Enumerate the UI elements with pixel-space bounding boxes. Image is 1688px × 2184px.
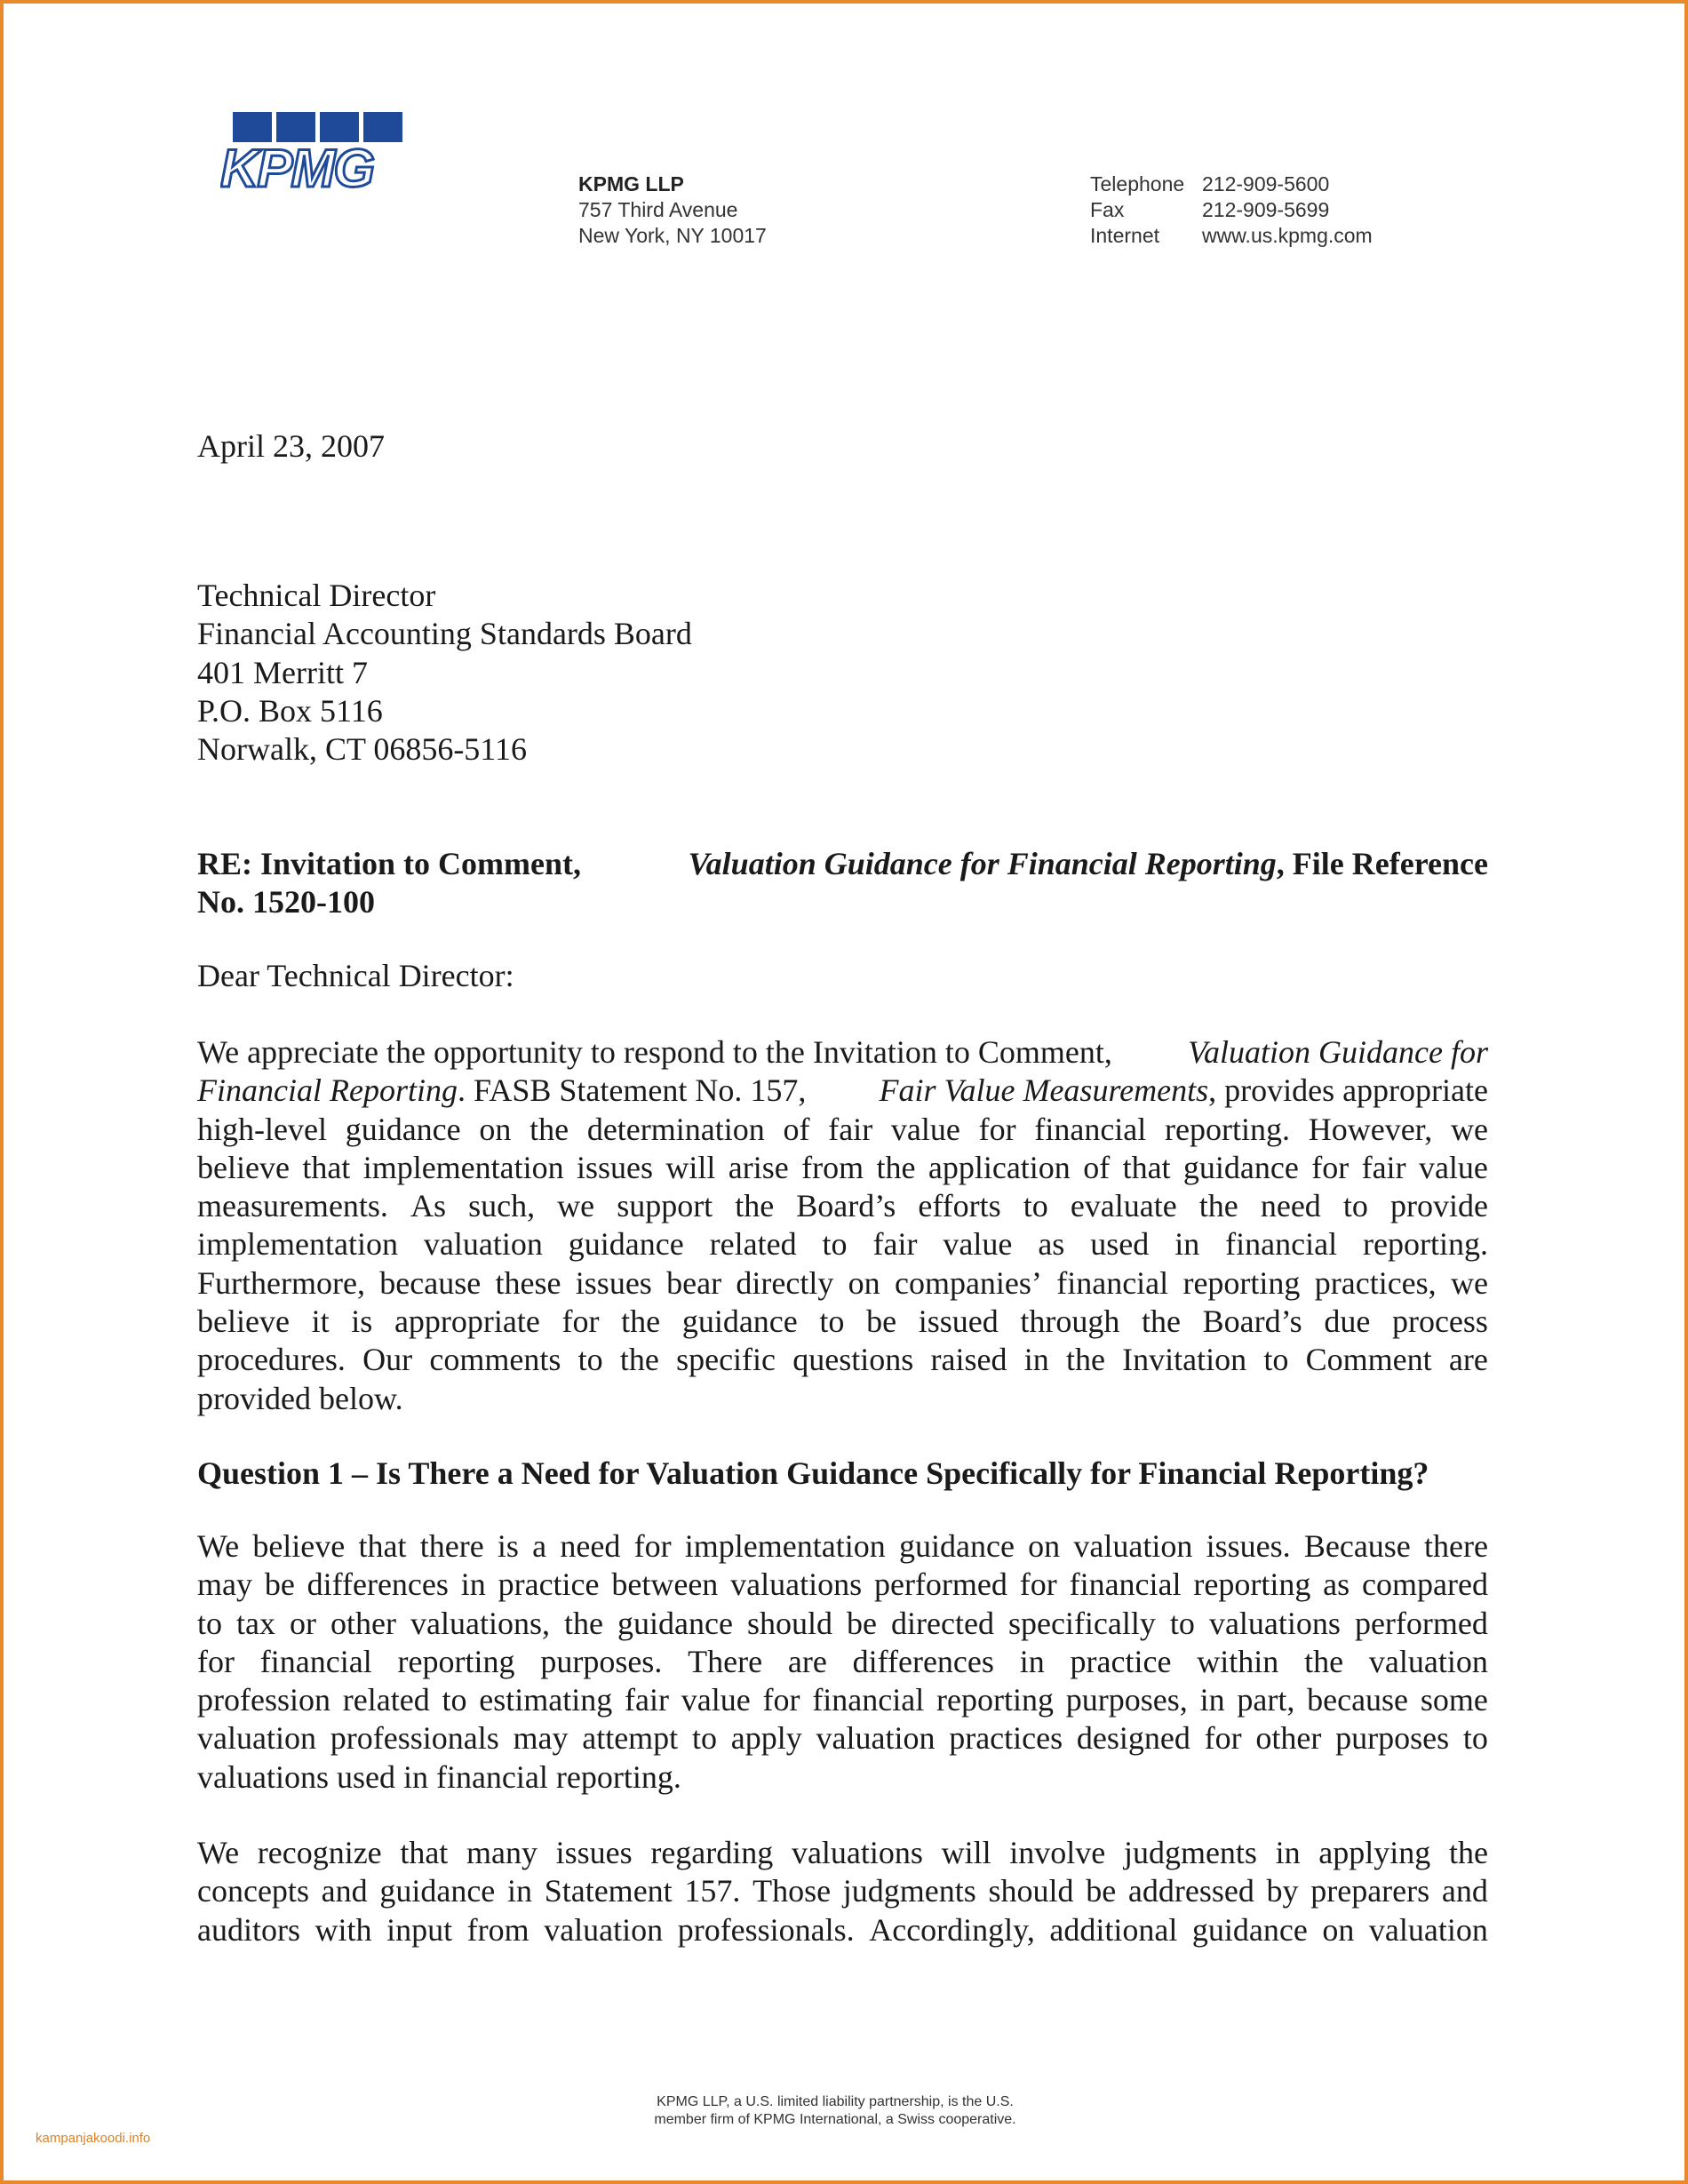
word: of	[783, 1111, 810, 1147]
word: valuations	[730, 1566, 863, 1603]
word: questions	[792, 1342, 914, 1378]
word: to	[819, 1303, 845, 1340]
question-1-heading: Question 1 – Is There a Need for Valuation Guidance Specifically for Financial Reporting?	[197, 1455, 1429, 1491]
word: appropriate	[394, 1303, 540, 1340]
subject-line	[197, 845, 1488, 922]
word: directly	[736, 1264, 834, 1301]
word: valuations,	[410, 1605, 551, 1641]
recipient-address	[197, 577, 692, 769]
word: valuation	[423, 1226, 543, 1263]
word: Accordingly,	[869, 1911, 1035, 1948]
word: high-level	[197, 1111, 327, 1147]
word: and	[1441, 1873, 1488, 1909]
word: financial	[1056, 1264, 1169, 1301]
word: we	[557, 1188, 595, 1224]
word: issues	[575, 1264, 652, 1301]
para3-line	[197, 1911, 1488, 1949]
word: We	[197, 1835, 240, 1870]
word: there	[419, 1528, 484, 1564]
word: professionals.	[677, 1911, 855, 1948]
para2-line: valuations used in financial reporting.	[197, 1758, 681, 1795]
recipient-line: Norwalk, CT 06856-5116	[197, 731, 527, 768]
word: to	[822, 1226, 848, 1263]
para1-italic: Fair Value Measurements	[879, 1072, 1209, 1109]
word: the	[1448, 1835, 1488, 1870]
watermark: kampanjakoodi.info	[36, 2131, 151, 2146]
word: because	[1307, 1682, 1409, 1718]
word: the	[876, 1149, 916, 1185]
word: on	[1322, 1911, 1355, 1948]
address-line-2: New York, NY 10017	[578, 224, 767, 247]
word: Because	[1303, 1528, 1411, 1564]
recipient-line: Financial Accounting Standards Board	[197, 616, 692, 652]
word: companies’	[894, 1264, 1042, 1301]
word: value	[890, 1111, 960, 1147]
para1-line	[197, 1341, 1488, 1379]
word: guidance	[345, 1111, 461, 1147]
word: financial	[812, 1682, 925, 1718]
word: apply	[730, 1720, 802, 1757]
word: we	[1450, 1264, 1488, 1301]
word: reporting	[397, 1643, 515, 1679]
svg-text:KPMG: KPMG	[220, 139, 373, 192]
subject-prefix: RE: Invitation to Comment,	[197, 846, 581, 881]
word: the	[1304, 1643, 1344, 1679]
word: reporting	[1193, 1566, 1311, 1603]
word: there	[1424, 1528, 1488, 1564]
word: should	[746, 1605, 832, 1641]
word: part,	[1237, 1682, 1295, 1718]
para1-italic: Valuation Guidance for	[1188, 1034, 1488, 1070]
para1-line	[197, 1149, 1488, 1187]
word: guidance	[898, 1528, 1015, 1564]
para1-italic: Financial Reporting	[197, 1072, 458, 1109]
address-line-1: 757 Third Avenue	[578, 198, 738, 221]
word: regarding	[650, 1835, 774, 1870]
word: implementation	[684, 1528, 886, 1564]
word: fair	[828, 1111, 873, 1147]
fax-value: 212-909-5699	[1202, 198, 1330, 221]
word: recognize	[257, 1835, 382, 1870]
word: As	[410, 1188, 447, 1224]
word: to	[1023, 1188, 1048, 1224]
word: related	[709, 1226, 797, 1263]
para1-line	[197, 1187, 1488, 1225]
word: practice	[1070, 1643, 1172, 1679]
word: bear	[666, 1264, 722, 1301]
word: fair	[872, 1226, 918, 1263]
word: valuations	[791, 1835, 923, 1870]
word: issues	[555, 1835, 633, 1870]
word: between	[611, 1566, 719, 1603]
word: used	[1090, 1226, 1150, 1263]
para1-line	[197, 1111, 1488, 1149]
word: need	[1260, 1188, 1321, 1224]
word: process	[1391, 1303, 1488, 1340]
para2-line	[197, 1719, 1488, 1758]
word: the	[621, 1303, 661, 1340]
word: input	[386, 1911, 453, 1948]
fax-label: Fax	[1090, 198, 1125, 221]
word: support	[617, 1188, 713, 1224]
word: valuation	[544, 1911, 664, 1948]
word: profession	[197, 1682, 330, 1718]
word: concepts	[197, 1873, 309, 1909]
word: preparers	[1310, 1873, 1430, 1909]
word: the	[564, 1605, 604, 1641]
word: purposes.	[540, 1643, 663, 1679]
word: evaluate	[1070, 1188, 1177, 1224]
subject-reference: No. 1520-100	[197, 884, 375, 921]
word: implementation	[362, 1149, 564, 1185]
word: financial	[1225, 1226, 1338, 1263]
word: many	[466, 1835, 537, 1870]
word: issued	[918, 1303, 999, 1340]
recipient-line: P.O. Box 5116	[197, 692, 383, 729]
word: believe	[252, 1528, 346, 1564]
word: Invitation	[1122, 1342, 1247, 1378]
word: reporting	[1182, 1264, 1301, 1301]
telephone-value: 212-909-5600	[1202, 172, 1330, 195]
word: guidance	[681, 1303, 798, 1340]
word: for	[1019, 1566, 1057, 1603]
word: designed	[1076, 1720, 1190, 1757]
word: in	[506, 1873, 532, 1909]
telephone-row	[1090, 171, 1373, 197]
word: differences	[307, 1566, 449, 1603]
word: performed	[1354, 1605, 1488, 1641]
word: practices	[949, 1720, 1063, 1757]
word: be	[847, 1605, 877, 1641]
word: valuation	[816, 1720, 936, 1757]
word: that	[358, 1528, 407, 1564]
recipient-line: Technical Director	[197, 578, 436, 613]
word: attempt	[582, 1720, 679, 1757]
word: the	[1142, 1303, 1182, 1340]
word: for	[633, 1528, 672, 1564]
word: to	[442, 1682, 467, 1718]
word: guidance	[1191, 1911, 1308, 1948]
word: to	[691, 1720, 717, 1757]
word: in	[1275, 1835, 1301, 1870]
word: be	[264, 1566, 295, 1603]
word: is	[497, 1528, 519, 1564]
word: involve	[1009, 1835, 1106, 1870]
word: judgments	[1123, 1835, 1257, 1870]
word: as	[1323, 1566, 1350, 1603]
word: other	[330, 1605, 397, 1641]
para2-line	[197, 1605, 1488, 1643]
letter-date: April 23, 2007	[197, 428, 385, 464]
word: issues	[577, 1149, 654, 1185]
word: the	[619, 1342, 659, 1378]
subject-suffix: , File Reference	[1276, 846, 1488, 881]
word: directed	[891, 1605, 994, 1641]
word: for	[197, 1643, 235, 1679]
word: However,	[1308, 1111, 1433, 1147]
word: 157.	[684, 1873, 741, 1909]
word: on	[848, 1264, 880, 1301]
word: be	[866, 1303, 897, 1340]
word: a	[532, 1528, 547, 1564]
word: some	[1420, 1682, 1488, 1718]
word: performed	[873, 1566, 1007, 1603]
word: for	[762, 1682, 800, 1718]
word: in	[1199, 1682, 1225, 1718]
word: Those	[752, 1873, 832, 1909]
internet-label: Internet	[1090, 224, 1159, 247]
letterhead-contact	[1090, 171, 1373, 249]
word: to	[1342, 1188, 1368, 1224]
word: because	[379, 1264, 482, 1301]
word: valuation	[1368, 1911, 1488, 1948]
word: should	[988, 1873, 1074, 1909]
word: may	[513, 1720, 569, 1757]
salutation: Dear Technical Director:	[197, 958, 514, 993]
para1-text: We appreciate the opportunity to respond to the Invitation to Comment,	[197, 1034, 1112, 1070]
word: the	[1198, 1188, 1238, 1224]
kpmg-logo	[220, 112, 418, 192]
letterhead-address	[578, 171, 767, 249]
word: financial	[259, 1643, 372, 1679]
word: in	[1174, 1226, 1200, 1263]
word: issues.	[1206, 1528, 1291, 1564]
word: the	[1065, 1342, 1105, 1378]
word: tax	[236, 1605, 276, 1641]
word: fair	[1361, 1149, 1406, 1185]
firm-name: KPMG LLP	[578, 172, 684, 195]
word: comments	[429, 1342, 561, 1378]
word: We	[197, 1528, 240, 1564]
word: arise	[728, 1149, 789, 1185]
word: to	[1462, 1720, 1488, 1757]
paragraph-2	[197, 1527, 1488, 1797]
word: Furthermore,	[197, 1264, 365, 1301]
word: valuations	[1208, 1605, 1341, 1641]
para2-line	[197, 1527, 1488, 1566]
word: additional	[1049, 1911, 1178, 1948]
word: reporting	[936, 1682, 1054, 1718]
word: to	[1169, 1605, 1195, 1641]
word: for	[1311, 1149, 1350, 1185]
word: within	[1197, 1643, 1279, 1679]
para1-line: provided below.	[197, 1380, 403, 1416]
word: reporting.	[1165, 1111, 1290, 1147]
para2-line	[197, 1566, 1488, 1604]
word: financial	[1069, 1566, 1182, 1603]
word: value	[943, 1226, 1013, 1263]
word: guidance	[568, 1226, 684, 1263]
word: need	[560, 1528, 621, 1564]
word: is	[351, 1303, 373, 1340]
para1-line	[197, 1264, 1488, 1303]
internet-value: www.us.kpmg.com	[1202, 224, 1373, 247]
para2-line	[197, 1681, 1488, 1719]
footer-line-2: member firm of KPMG International, a Swiss cooperative.	[654, 2112, 1016, 2127]
word: applying	[1318, 1835, 1431, 1870]
word: that	[400, 1835, 449, 1870]
word: to	[197, 1605, 223, 1641]
word: believe	[197, 1149, 290, 1185]
recipient-line: 401 Merritt 7	[197, 654, 368, 690]
para2-line	[197, 1643, 1488, 1681]
page-footer	[0, 2093, 1688, 2129]
word: Statement	[544, 1873, 673, 1909]
word: guidance	[617, 1605, 733, 1641]
word: such,	[468, 1188, 536, 1224]
telephone-label: Telephone	[1090, 172, 1185, 195]
word: these	[495, 1264, 561, 1301]
word: Board’s	[796, 1188, 896, 1224]
word: for	[561, 1303, 600, 1340]
word: fair	[625, 1682, 670, 1718]
word: and	[321, 1873, 368, 1909]
word: measurements.	[197, 1188, 388, 1224]
word: believe	[197, 1303, 290, 1340]
word: professionals	[330, 1720, 499, 1757]
word: in	[1019, 1643, 1045, 1679]
word: implementation	[197, 1226, 398, 1263]
word: practice	[498, 1566, 600, 1603]
word: purposes,	[1065, 1682, 1188, 1718]
word: purposes	[1335, 1720, 1450, 1757]
word: be	[1086, 1873, 1117, 1909]
word: are	[1448, 1342, 1488, 1378]
word: in	[1023, 1342, 1049, 1378]
word: raised	[930, 1342, 1007, 1378]
word: guidance	[1182, 1149, 1299, 1185]
para1-line	[197, 1303, 1488, 1341]
word: estimating	[479, 1682, 613, 1718]
word: are	[787, 1643, 827, 1679]
word: to	[577, 1342, 603, 1378]
word: for	[1204, 1720, 1242, 1757]
word: will	[665, 1149, 716, 1185]
word: may	[197, 1566, 252, 1603]
para1-line	[197, 1225, 1488, 1263]
word: it	[311, 1303, 330, 1340]
paragraph-1	[197, 1033, 1488, 1418]
word: auditors	[197, 1911, 300, 1948]
word: guidance	[379, 1873, 496, 1909]
word: to	[1263, 1342, 1289, 1378]
word: that	[302, 1149, 351, 1185]
word: with	[315, 1911, 372, 1948]
word: valuation	[1073, 1528, 1193, 1564]
word: financial	[1034, 1111, 1147, 1147]
word: related	[342, 1682, 430, 1718]
footer-line-1: KPMG LLP, a U.S. limited liability partnership, is the U.S.	[657, 2094, 1014, 2109]
internet-row	[1090, 223, 1373, 249]
word: from	[466, 1911, 529, 1948]
word: on	[479, 1111, 512, 1147]
word: procedures.	[197, 1342, 346, 1378]
word: from	[801, 1149, 864, 1185]
subject-title: Valuation Guidance for Financial Reporting	[688, 846, 1277, 881]
word: we	[1450, 1111, 1488, 1147]
word: through	[1020, 1303, 1120, 1340]
word: There	[688, 1643, 763, 1679]
word: in	[460, 1566, 486, 1603]
word: value	[681, 1682, 751, 1718]
word: judgments	[842, 1873, 976, 1909]
word: specifically	[1007, 1605, 1156, 1641]
word: valuation	[1368, 1643, 1488, 1679]
word: for	[978, 1111, 1016, 1147]
word: efforts	[918, 1188, 1001, 1224]
word: the	[735, 1188, 775, 1224]
word: or	[290, 1605, 317, 1641]
word: determination	[586, 1111, 765, 1147]
word: of	[1083, 1149, 1111, 1185]
word: application	[928, 1149, 1071, 1185]
word: the	[529, 1111, 569, 1147]
word: that	[1122, 1149, 1171, 1185]
word: differences	[852, 1643, 994, 1679]
word: addressed	[1127, 1873, 1254, 1909]
fax-row	[1090, 197, 1373, 223]
word: Comment	[1305, 1342, 1432, 1378]
word: Board’s	[1202, 1303, 1302, 1340]
word: Our	[362, 1342, 413, 1378]
word: reporting.	[1363, 1226, 1488, 1263]
word: valuation	[197, 1720, 316, 1757]
para1-text: . FASB Statement No. 157,	[457, 1072, 807, 1109]
word: will	[941, 1835, 991, 1870]
para1-text: , provides appropriate	[1208, 1072, 1488, 1109]
word: other	[1255, 1720, 1322, 1757]
word: value	[1418, 1149, 1488, 1185]
word: specific	[676, 1342, 776, 1378]
word: on	[1028, 1528, 1061, 1564]
word: provide	[1389, 1188, 1488, 1224]
word: due	[1324, 1303, 1371, 1340]
para3-line	[197, 1834, 1488, 1872]
paragraph-3	[197, 1834, 1488, 1949]
word: practices,	[1314, 1264, 1437, 1301]
para3-line	[197, 1872, 1488, 1910]
word: compared	[1362, 1566, 1488, 1603]
word: by	[1266, 1873, 1299, 1909]
word: as	[1038, 1226, 1065, 1263]
